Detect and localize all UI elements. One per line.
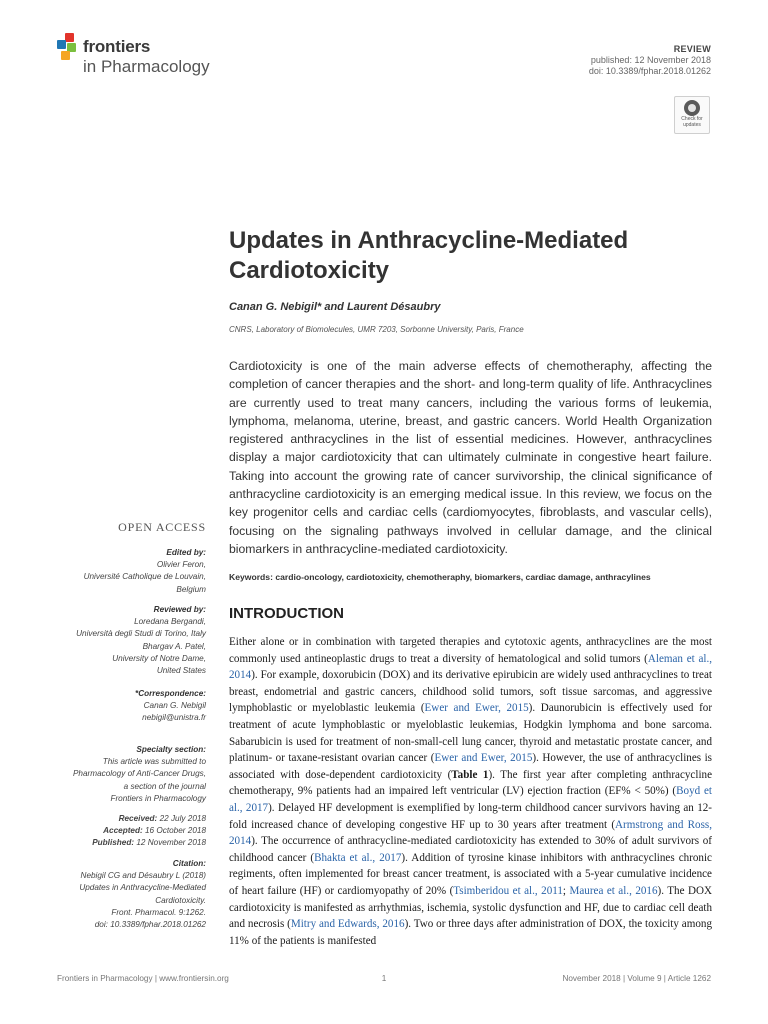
specialty-line: Frontiers in Pharmacology	[110, 793, 206, 803]
introduction-text	[229, 634, 712, 949]
specialty-title: Specialty section:	[136, 745, 206, 754]
edited-by-block	[40, 547, 206, 596]
correspondence-email[interactable]: nebigil@unistra.fr	[142, 713, 206, 723]
citation-line: Updates in Anthracycline-Mediated	[79, 883, 206, 893]
body-text: ). The occurrence of anthracycline-mediated cardiotoxicity has extended to 30% of adult survivors of childhood cancer (	[229, 835, 712, 864]
affiliation: CNRS, Laboratory of Biomolecules, UMR 7203, Sorbonne University, Paris, France	[229, 325, 524, 334]
authors: Canan G. Nebigil* and Laurent Désaubry	[229, 301, 441, 313]
reviewed-by-line: Loredana Bergandi,	[134, 617, 206, 627]
citation-link[interactable]: Maurea et al., 2016	[569, 884, 658, 897]
edited-by-title: Edited by:	[166, 548, 206, 557]
published-date: published: 12 November 2018	[590, 55, 711, 65]
correspondence-name: Canan G. Nebigil	[143, 701, 206, 711]
body-text: ). However, the use of anthracyclines is associated with dose-dependent cardiotoxicity (	[229, 752, 712, 781]
citation-line: Nebigil CG and Désaubry L (2018)	[80, 871, 206, 881]
article-type: REVIEW	[673, 44, 711, 54]
article-meta	[589, 44, 711, 77]
body-text: ). The DOX cardiotoxicity is manifested as arrhythmias, ischemia, systolic dysfunction and HF, due to cardiac cell death and necrosis (	[229, 884, 712, 931]
frontiers-logo-icon	[57, 33, 81, 61]
footer-issue: November 2018 | Volume 9 | Article 1262	[562, 974, 711, 983]
doi[interactable]: doi: 10.3389/fphar.2018.01262	[588, 66, 711, 76]
abstract: Cardiotoxicity is one of the main adverse effects of chemotheraphy, affecting the completion of cancer therapies and the short- and long-term quality of life. Anthracyclines are currently used to treat many cancers, including the various forms of leukemia, lymphoma, melanoma, uterine, breast, and gastric cancers. World Health Organization registered anthracyclines in the list of essential medicines. However, anthracyclines display a major cardiotoxicity that can ultimately culminate in congestive heart failure. Taking into account the growing rate of cancer survivorship, the clinical significance of anthracycline cardiotoxicity is an emerging medical issue. In this review, we focus on the key progenitor cells and cardiac cells (cardiomyocytes, fibroblasts, and vascular cells), focusing on the signaling pathways involved in cellular damage, and the clinical biomarkers in anthracycline-mediated cardiotoxicity.	[229, 359, 712, 556]
body-text: ). Daunorubicin is effectively used for treatment of acute lymphoblastic or myeloblastic leukemias, Hodgkin lymphoma and bone sarcoma. Sabarubicin is used for treatment of non-small-cell lung cancer, thyroid and metastatic prostate cancer, and platinum- or taxane-resistant ovarian cancer (	[229, 702, 713, 765]
reviewed-by-block	[40, 604, 206, 677]
accepted-label: Accepted:	[103, 826, 143, 836]
body-text: ). For example, doxorubicin (DOX) and its derivative epirubicin are widely used anthracyclines to treat breast, endometrial and gastric cancers, childhood solid tumors, soft tissue sarcomas, and aggressive lymphoblastic or myeloblastic leukemia (	[229, 669, 712, 715]
published-label: Published:	[92, 838, 135, 848]
keywords: Keywords: cardio-oncology, cardiotoxicity, chemotheraphy, biomarkers, cardiac damage, anthracylines	[229, 572, 651, 582]
specialty-line: Pharmacology of Anti-Cancer Drugs,	[72, 769, 206, 779]
page-number: 1	[381, 974, 387, 983]
dates-block	[40, 813, 206, 850]
received-label: Received:	[118, 814, 158, 823]
page-footer	[57, 970, 711, 984]
citation-link[interactable]: Aleman et al., 2014	[229, 652, 713, 682]
check-for-updates-button[interactable]	[674, 96, 710, 134]
correspondence-title: *Correspondence:	[135, 689, 206, 698]
citation-link[interactable]: Tsimberidou et al., 2011	[453, 884, 563, 897]
edited-by-line: Olivier Feron,	[156, 560, 206, 570]
journal-logo	[57, 33, 227, 83]
reviewed-by-line: Università degli Studi di Torino, Italy	[76, 629, 206, 639]
body-text: ). Two or three days after administration of DOX, the toxicity among 11% of the patients is manifested	[229, 918, 712, 947]
reviewed-by-line: Bhargav A. Patel,	[142, 641, 206, 651]
reviewed-by-title: Reviewed by:	[153, 605, 206, 614]
citation-line: Front. Pharmacol. 9:1262.	[111, 907, 206, 917]
citation-link[interactable]: Bhakta et al., 2017	[314, 851, 402, 864]
section-heading-introduction: INTRODUCTION	[229, 605, 344, 622]
body-text: Either alone or in combination with targeted therapies and cytotoxic agents, anthracyclines are the most commonly used antineoplastic drugs to treat a diversity of hematological and solid tumors (	[229, 636, 712, 665]
reviewed-by-line: United States	[156, 666, 206, 676]
edited-by-line: Belgium	[176, 584, 206, 594]
citation-line: Cardiotoxicity.	[155, 895, 206, 905]
check-updates-icon	[684, 100, 700, 116]
check-updates-label-2: updates	[683, 122, 701, 128]
citation-link[interactable]: Armstrong and Ross, 2014	[229, 818, 712, 848]
edited-by-line: Université Catholique de Louvain,	[83, 572, 206, 582]
citation-block	[40, 858, 206, 931]
citation-line: doi: 10.3389/fphar.2018.01262	[94, 920, 206, 930]
published-date-side: 12 November 2018	[136, 838, 206, 848]
footer-journal[interactable]: Frontiers in Pharmacology | www.frontiersin.org	[57, 974, 229, 983]
citation-link[interactable]: Ewer and Ewer, 2015	[424, 702, 529, 715]
article-title: Updates in Anthracycline-Mediated Cardiotoxicity	[229, 227, 629, 284]
citation-title: Citation:	[172, 859, 206, 868]
correspondence-block	[40, 688, 206, 725]
body-text: ;	[562, 884, 570, 897]
journal-subname: in Pharmacology	[83, 57, 210, 76]
received-date: 22 July 2018	[159, 814, 206, 823]
accepted-date: 16 October 2018	[145, 826, 206, 836]
specialty-line: a section of the journal	[123, 781, 206, 791]
body-text: ). Addition of tyrosine kinase inhibitors with anthracyclines chronic regiments, often implemented for breast cancer treatment, is associated with a 5-year cumulative incidence of heart failure (HF) or cardiomyopathy of 20% (	[229, 851, 712, 897]
journal-name: frontiers	[83, 37, 151, 56]
body-text: ). Delayed HF development is exemplified by long-term childhood cancer survivors having an 12-fold increased chance of developing congestive HF up to 30 years after treatment (	[229, 801, 712, 831]
specialty-section-block	[40, 744, 206, 805]
table-reference[interactable]: Table 1	[451, 768, 489, 781]
body-text: ). The first year after completing anthracycline chemotherapy, 9% patients had an impaired left ventricular (LV) ejection fraction (EF% < 50%) (	[229, 768, 712, 798]
reviewed-by-line: University of Notre Dame,	[112, 653, 206, 663]
open-access-label: OPEN ACCESS	[118, 520, 206, 534]
specialty-line: This article was submitted to	[102, 757, 206, 767]
check-updates-label-1: Check for	[681, 116, 703, 122]
citation-link[interactable]: Ewer and Ewer, 2015	[434, 752, 533, 765]
citation-link[interactable]: Boyd et al., 2017	[229, 785, 712, 814]
citation-link[interactable]: Mitry and Edwards, 2016	[290, 918, 405, 931]
